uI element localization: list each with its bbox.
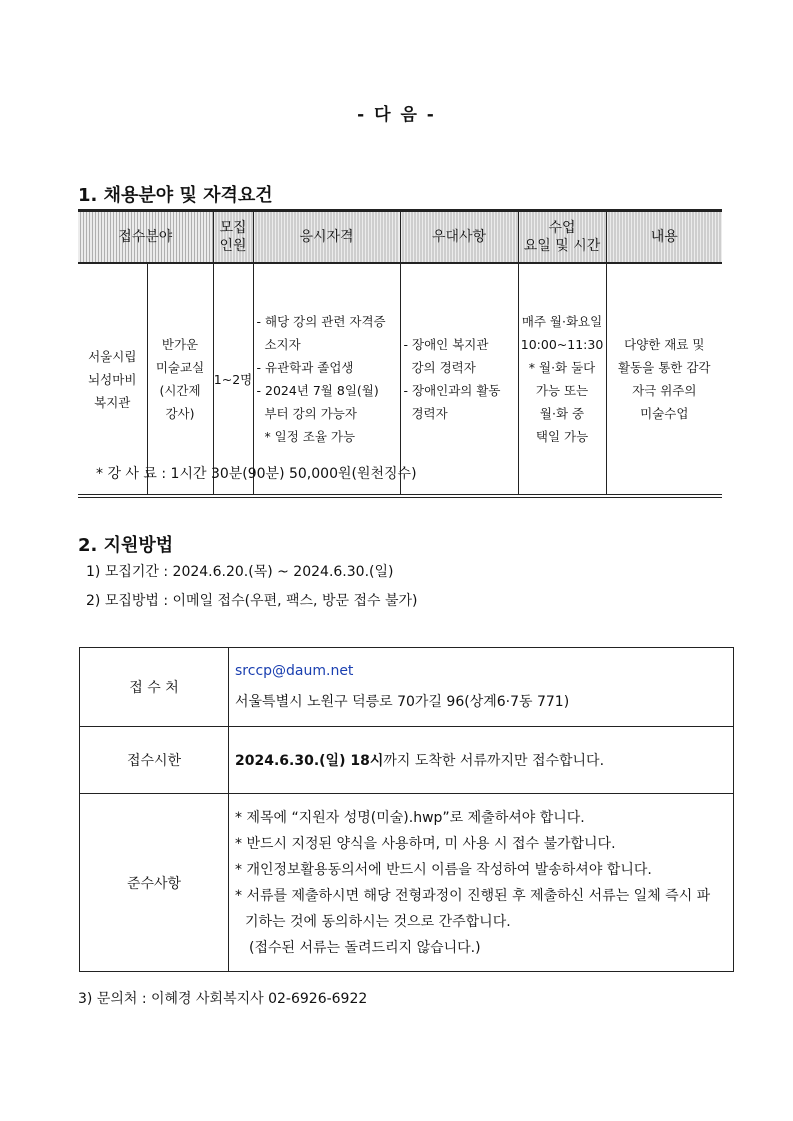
- divider: [78, 497, 722, 498]
- address: 서울특별시 노원구 덕릉로 70가길 96(상계6·7동 771): [235, 694, 570, 710]
- table-header-row: [78, 211, 722, 264]
- section2-heading: 2. 지원방법: [78, 535, 174, 556]
- table-row: [80, 794, 734, 972]
- header-qualification: 응시자격: [253, 211, 400, 264]
- table-row: [78, 263, 722, 495]
- receipt-label: 접 수 처: [80, 648, 229, 727]
- table-row: [80, 727, 734, 794]
- receipt-value: [229, 648, 734, 727]
- rule-item: (접수된 서류는 돌려드리지 않습니다.): [249, 939, 481, 956]
- cell-content: 다양한 재료 및 활동을 통한 감각 자극 위주의 미술수업: [606, 263, 722, 495]
- contact-info: 3) 문의처 : 이혜경 사회복지사 02-6926-6922: [78, 991, 368, 1007]
- recruit-period: 1) 모집기간 : 2024.6.20.(목) ~ 2024.6.30.(일): [86, 564, 394, 580]
- rule-item: * 반드시 지정된 양식을 사용하며, 미 사용 시 접수 불가합니다.: [235, 835, 616, 852]
- header-preference: 우대사항: [400, 211, 518, 264]
- rule-item: * 서류를 제출하시면 해당 전형과정이 진행된 후 제출하신 서류는 일체 즉시 파: [235, 887, 711, 904]
- recruit-method: 2) 모집방법 : 이메일 접수(우편, 팩스, 방문 접수 불가): [86, 593, 418, 609]
- header-count: 모집 인원: [213, 211, 253, 264]
- cell-preference: - 장애인 복지관 강의 경력자 - 장애인과의 활동 경력자: [400, 263, 518, 495]
- lecture-fee: * 강 사 료 : 1시간 30분(90분) 50,000원(원천징수): [96, 466, 417, 482]
- application-table: [79, 647, 734, 972]
- header-content: 내용: [606, 211, 722, 264]
- deadline-text: 까지 도착한 서류까지만 접수합니다.: [383, 753, 605, 769]
- header-schedule: 수업 요일 및 시간: [518, 211, 606, 264]
- cell-count: 1~2명: [213, 263, 253, 495]
- rule-item: * 개인정보활용동의서에 반드시 이름을 작성하여 발송하셔야 합니다.: [235, 861, 652, 878]
- cell-schedule: 매주 월·화요일 10:00~11:30 * 월·화 둘다 가능 또는 월·화 중 택일 가능: [518, 263, 606, 495]
- rules-list: [229, 794, 734, 972]
- deadline-value: [229, 727, 734, 794]
- recruitment-table: [78, 209, 722, 495]
- header-field: 접수분야: [78, 211, 213, 264]
- cell-program: 반가운 미술교실 (시간제 강사): [147, 263, 213, 495]
- rule-item: 기하는 것에 동의하시는 것으로 간주합니다.: [245, 913, 511, 930]
- deadline-date: 2024.6.30.(일) 18시: [235, 753, 384, 769]
- cell-qualification: - 해당 강의 관련 자격증 소지자 - 유관학과 졸업생 - 2024년 7월 8일(월) 부터 강의 가능자 * 일정 조율 가능: [253, 263, 400, 495]
- rules-label: 준수사항: [80, 794, 229, 972]
- deadline-label: 접수시한: [80, 727, 229, 794]
- section1-heading: 1. 채용분야 및 자격요건: [78, 185, 273, 206]
- cell-org: 서울시립 뇌성마비 복지관: [78, 263, 147, 495]
- email-link[interactable]: srccp@daum.net: [235, 663, 354, 679]
- table-row: [80, 648, 734, 727]
- rule-item: * 제목에 “지원자 성명(미술).hwp”로 제출하셔야 합니다.: [235, 809, 585, 826]
- page-title: - 다 음 -: [357, 105, 436, 125]
